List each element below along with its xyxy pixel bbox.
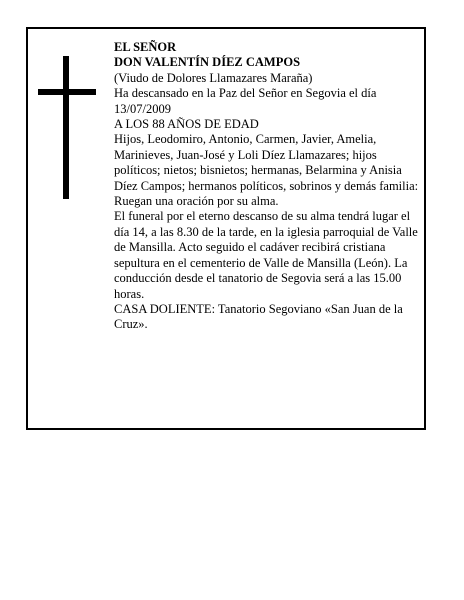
funeral-details: El funeral por el eterno descanso de su alma tendrá lugar el día 14, a las 8.30 de la tarde, en la iglesia parroquial de Valle de Mansilla. Acto seguido el cadáver recibirá cristiana sepultura en el cementerio de Valle de Mansilla (León). La conducción desde el tanatorio de Segovia será a las 15.00 horas. [114, 209, 418, 301]
prayer-request: Ruegan una oración por su alma. [114, 194, 279, 209]
age-statement: A LOS 88 AÑOS DE EDAD [114, 117, 259, 132]
cross-horizontal-bar [38, 89, 96, 95]
family-list: Hijos, Leodomiro, Antonio, Carmen, Javier, Amelia, Marinieves, Juan-José y Loli Díez Llamazares; hijos políticos; nietos; bisnietos; hermanas, Belarmina y Anisia Díez Campos; hermanos políticos, sobrinos y demás familia: [114, 132, 419, 193]
mourning-house: CASA DOLIENTE: Tanatorio Segoviano «San Juan de la Cruz». [114, 301, 403, 332]
title-line-1: EL SEÑOR [114, 40, 177, 54]
obituary-notice [26, 27, 426, 430]
cross-vertical-bar [63, 56, 69, 199]
obituary-text [114, 40, 420, 333]
latin-cross-icon [38, 56, 96, 199]
rest-statement: Ha descansado en la Paz del Señor en Segovia el día 13/07/2009 [114, 86, 377, 116]
deceased-name: DON VALENTÍN DÍEZ CAMPOS [114, 55, 301, 70]
widow-note: (Viudo de Dolores Llamazares Maraña) [114, 70, 313, 85]
